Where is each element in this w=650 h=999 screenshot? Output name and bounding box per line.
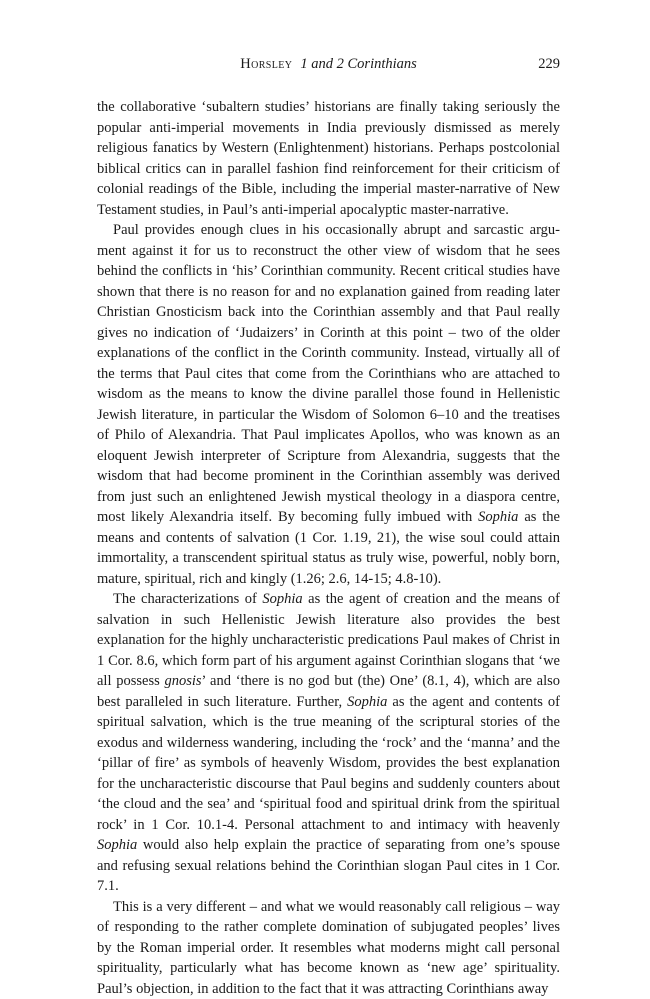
text-segment: ’ and ‘there is no god but (the) One’ (8.1, 4), which are also best paralleled in such literature. Further, <box>97 673 560 710</box>
text-segment: The characterizations of <box>113 591 262 607</box>
header-title: 1 and 2 Corinthians <box>300 56 416 72</box>
page-number: 229 <box>538 56 560 73</box>
text-segment: This is a very different – and what we would reasonably call religious – way of responding to the rather complete domination of subjugated peoples’ lives by the Roman imperial order. It resembles what moderns might call personal spirituality, particularly what has become known as ‘new age’ spirituality. Paul’s objection, in addition to the fact that it was attracting Corinthians away <box>97 899 560 997</box>
page-header <box>97 56 560 76</box>
italic-term: Sophia <box>262 591 302 607</box>
body-text <box>97 97 560 999</box>
italic-term: Sophia <box>478 509 518 525</box>
text-segment: as the agent and contents of spiritual salvation, which is the true meaning of the scriptural stories of the exodus and wilderness wandering, including the ‘rock’ and the ‘manna’ and the ‘pillar of fire’ as symbols of heavenly Wisdom, provides the best explanation for the uncharacteristic discourse that Paul begins and suddenly counters about ‘the cloud and the sea’ and ‘spiritual food and spiritual drink from the spiritual rock’ in 1 Cor. 10.1-4. Personal attachment to and intimacy with heavenly <box>97 694 560 833</box>
paragraph-p2 <box>97 220 560 589</box>
italic-term: gnosis <box>164 673 201 689</box>
header-author: Horsley <box>240 56 292 72</box>
text-segment: as the means and contents of salvation (1 Cor. 1.19, 21), the wise soul could attain immortality, a transcendent spiritual status as truly wise, powerful, nobly born, mature, spiritual, rich and kingly (1.26; 2.6, 14-15; 4.8-10). <box>97 509 560 587</box>
italic-term: Sophia <box>97 837 137 853</box>
italic-term: Sophia <box>347 694 387 710</box>
paragraph-p4 <box>97 897 560 999</box>
paragraph-p1 <box>97 97 560 220</box>
text-segment: the collaborative ‘subaltern studies’ historians are finally taking seriously the popular anti-imperial movements in India previously dismissed as merely religious fanatics by Western (Enlightenment) historians. Perhaps postcolonial biblical critics can in parallel fashion find reinforcement for their criticism of colonial readings of the Bible, including the imperial master-narrative of New Testament studies, in Paul’s anti-imperial apocalyptic master-narrative. <box>97 99 560 218</box>
running-head <box>97 56 560 73</box>
text-segment: Paul provides enough clues in his occasionally abrupt and sarcastic argument against it for us to reconstruct the other view of wisdom that he sees behind the conflicts in ‘his’ Corinthian community. Recent critical studies have shown that there is no reason for and no explanation gained from reading later Christian Gnosticism back into the Corinthian assembly and that Paul really gives no indication of ‘Judaizers’ in Corinth at this point – two of the older explanations of the conflict in the Corinth community. Instead, virtually all of the terms that Paul cites that come from the Corinthians who are attached to wisdom as the means to know the divine parallel those found in Hellenistic Jewish literature, in particular the Wisdom of Solomon 6–10 and the treatises of Philo of Alexandria. That Paul implicates Apollos, who was known as an eloquent Jewish interpreter of Scripture from Alexandria, suggests that the wisdom that had become prominent in the Corinthian assembly was derived from just such an enlightened Jewish mystical theology in a diaspora centre, most likely Alexandria itself. By becoming fully imbued with <box>97 222 560 525</box>
text-segment: would also help explain the practice of separating from one’s spouse and refusing sexual relations behind the Corinthian slogan Paul cites in 1 Cor. 7.1. <box>97 837 560 894</box>
text-segment: as the agent of creation and the means of salvation in such Hellenistic Jewish literature also provides the best explanation for the highly uncharacteristic predications Paul makes of Christ in 1 Cor. 8.6, which form part of his argument against Corinthian slogans that ‘we all possess <box>97 591 560 689</box>
paragraph-p3 <box>97 589 560 897</box>
